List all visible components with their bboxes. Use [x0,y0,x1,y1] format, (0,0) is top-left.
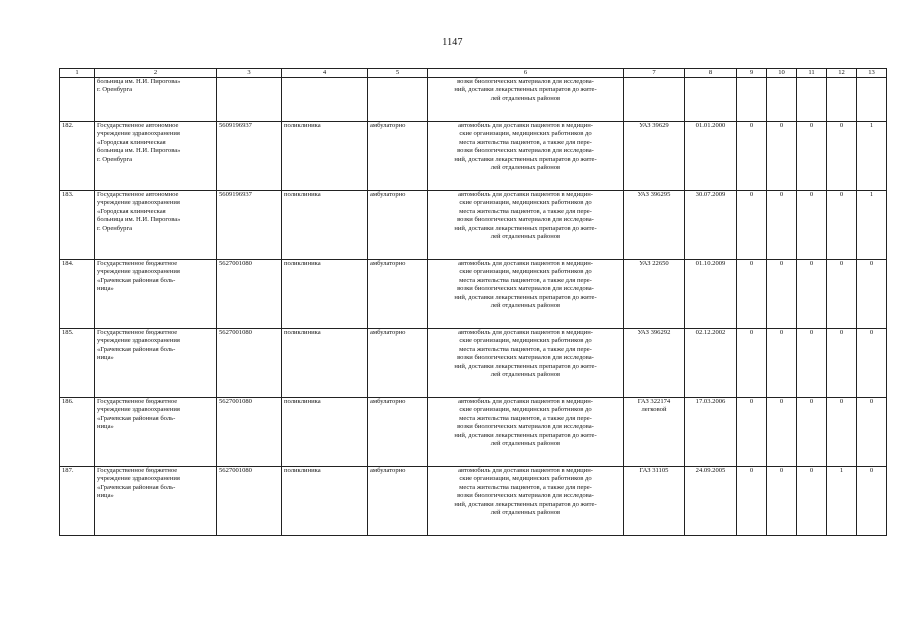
text-line: Государственное бюджетное [97,398,178,405]
inn-cell: 5609196937 [217,122,282,191]
text-line: ний, доставки лекарственных препаратов до жите- [454,362,597,370]
inn-cell [217,78,282,122]
column-number-row [60,69,887,78]
vehicle-purpose-cell [428,122,624,191]
flag-cell: 0 [797,398,827,467]
text-line: лей отдаленных районов [490,371,561,379]
text-line: «Грачевская районная боль- [97,276,176,284]
subdivision-type-cell: поликлиника [282,122,368,191]
column-number-header: 13 [857,69,887,78]
text-line: возки биологических материалов для исследова- [457,423,594,431]
row-number-cell: 186. [60,398,95,467]
column-number-header: 5 [368,69,428,78]
text-line: УАЗ 39629 [639,122,669,129]
flag-cell: 0 [857,329,887,398]
flag-cell: 0 [737,467,767,536]
flag-cell: 0 [767,260,797,329]
flag-cell [827,78,857,122]
text-line: ские организации, медицинских работников до [459,130,592,138]
text-line: возки биологических материалов для исследова- [457,285,594,293]
vehicle-model-cell [624,398,685,467]
subdivision-type-cell: поликлиника [282,398,368,467]
table-row [60,78,887,122]
text-line: «Грачевская районная боль- [97,345,176,353]
organization-name-cell [95,122,217,191]
vehicle-purpose-cell [428,329,624,398]
flag-cell [797,78,827,122]
flag-cell: 0 [737,398,767,467]
column-number-header: 8 [685,69,737,78]
row-number-cell: 185. [60,329,95,398]
text-line: УАЗ 396295 [637,191,671,198]
vehicle-date-cell: 30.07.2009 [685,191,737,260]
vehicle-date-cell: 24.09.2005 [685,467,737,536]
flag-cell: 0 [767,122,797,191]
flag-cell: 0 [797,260,827,329]
row-number-cell: 184. [60,260,95,329]
table-row [60,260,887,329]
flag-cell: 1 [857,122,887,191]
text-line: ний, доставки лекарственных препаратов до жите- [454,293,597,301]
text-line: ГАЗ 322174 [637,398,671,405]
text-line: ские организации, медицинских работников до [459,268,592,276]
vehicle-model-cell [624,191,685,260]
organization-name-cell [95,78,217,122]
vehicle-purpose-cell [428,191,624,260]
text-line: возки биологических материалов для исследова- [457,78,594,85]
flag-cell: 1 [857,191,887,260]
flag-cell: 0 [797,329,827,398]
text-line: автомобиль для доставки пациентов в медицин- [458,398,593,405]
flag-cell: 0 [827,329,857,398]
subdivision-type-cell [282,78,368,122]
text-line: учреждение здравоохранения [97,268,180,276]
text-line: ний, доставки лекарственных препаратов до жите- [454,500,597,508]
flag-cell: 0 [767,329,797,398]
text-line: автомобиль для доставки пациентов в медицин- [458,329,593,336]
table-row [60,398,887,467]
vehicle-purpose-cell [428,78,624,122]
text-line: учреждение здравоохранения [97,130,180,138]
vehicle-model-cell [624,260,685,329]
text-line: места жительства пациентов, а также для пере- [459,345,592,353]
flag-cell: 0 [827,398,857,467]
text-line: лей отдаленных районов [490,440,561,448]
row-number-cell [60,78,95,122]
flag-cell: 0 [827,191,857,260]
column-number-header: 1 [60,69,95,78]
text-line: учреждение здравоохранения [97,337,180,345]
text-line: «Грачевская районная боль- [97,483,176,491]
care-conditions-cell: амбулаторно [368,191,428,260]
text-line: Государственное бюджетное [97,467,178,474]
text-line: УАЗ 396292 [637,329,671,336]
vehicle-purpose-cell [428,260,624,329]
column-number-header: 10 [767,69,797,78]
text-line: «Городская клиническая [97,138,166,146]
text-line: ний, доставки лекарственных препаратов до жите- [454,431,597,439]
column-number-header: 7 [624,69,685,78]
flag-cell: 0 [767,398,797,467]
column-number-header: 11 [797,69,827,78]
text-line: возки биологических материалов для исследова- [457,216,594,224]
organization-name-cell [95,398,217,467]
text-line: места жительства пациентов, а также для пере- [459,483,592,491]
text-line: ний, доставки лекарственных препаратов до жите- [454,224,597,232]
subdivision-type-cell: поликлиника [282,329,368,398]
flag-cell: 0 [857,467,887,536]
vehicle-purpose-cell [428,467,624,536]
vehicle-date-cell: 02.12.2002 [685,329,737,398]
flag-cell: 0 [737,260,767,329]
text-line: «Городская клиническая [97,207,166,215]
vehicle-register-table [59,68,887,536]
flag-cell: 1 [827,467,857,536]
text-line: возки биологических материалов для исследова- [457,492,594,500]
vehicle-date-cell: 17.03.2006 [685,398,737,467]
text-line: ница» [97,423,114,431]
column-number-header: 2 [95,69,217,78]
row-number-cell: 183. [60,191,95,260]
text-line: ские организации, медицинских работников до [459,406,592,414]
column-number-header: 9 [737,69,767,78]
care-conditions-cell: амбулаторно [368,398,428,467]
flag-cell: 0 [857,398,887,467]
table-row [60,467,887,536]
text-line: больница им. Н.И. Пирогова» [97,216,181,224]
row-number-cell: 182. [60,122,95,191]
care-conditions-cell: амбулаторно [368,122,428,191]
subdivision-type-cell: поликлиника [282,191,368,260]
flag-cell: 0 [797,191,827,260]
text-line: лей отдаленных районов [490,509,561,517]
text-line: учреждение здравоохранения [97,199,180,207]
text-line: г. Оренбурга [97,86,133,94]
text-line: учреждение здравоохранения [97,406,180,414]
text-line: Государственное автономное [97,191,179,198]
text-line: возки биологических материалов для исследова- [457,147,594,155]
care-conditions-cell [368,78,428,122]
inn-cell: 5627001080 [217,467,282,536]
text-line: г. Оренбурга [97,224,133,232]
text-line: места жительства пациентов, а также для пере- [459,138,592,146]
flag-cell [767,78,797,122]
subdivision-type-cell: поликлиника [282,260,368,329]
text-line: места жительства пациентов, а также для пере- [459,276,592,284]
text-line: автомобиль для доставки пациентов в медицин- [458,191,593,198]
flag-cell: 0 [767,467,797,536]
text-line: автомобиль для доставки пациентов в медицин- [458,122,593,129]
flag-cell [857,78,887,122]
text-line: ГАЗ 31105 [639,467,669,474]
organization-name-cell [95,260,217,329]
text-line: лей отдаленных районов [490,94,561,102]
vehicle-model-cell [624,122,685,191]
column-number-header: 12 [827,69,857,78]
table-row [60,122,887,191]
flag-cell: 0 [737,329,767,398]
text-line: «Грачевская районная боль- [97,414,176,422]
column-number-header: 3 [217,69,282,78]
vehicle-date-cell: 01.01.2000 [685,122,737,191]
text-line: больница им. Н.И. Пирогова» [97,147,181,155]
care-conditions-cell: амбулаторно [368,467,428,536]
column-number-header: 6 [428,69,624,78]
text-line: ница» [97,492,114,500]
organization-name-cell [95,467,217,536]
table-body [60,78,887,536]
flag-cell: 0 [857,260,887,329]
flag-cell: 0 [767,191,797,260]
text-line: места жительства пациентов, а также для пере- [459,207,592,215]
vehicle-model-cell [624,78,685,122]
text-line: г. Оренбурга [97,155,133,163]
page-number: 1147 [442,37,463,48]
vehicle-model-cell [624,329,685,398]
text-line: ний, доставки лекарственных препаратов до жите- [454,86,597,94]
organization-name-cell [95,191,217,260]
text-line: ница» [97,354,114,362]
text-line: учреждение здравоохранения [97,475,180,483]
flag-cell: 0 [827,260,857,329]
flag-cell [737,78,767,122]
text-line: ские организации, медицинских работников до [459,199,592,207]
text-line: ские организации, медицинских работников до [459,337,592,345]
inn-cell: 5609196937 [217,191,282,260]
vehicle-purpose-cell [428,398,624,467]
care-conditions-cell: амбулаторно [368,260,428,329]
text-line: места жительства пациентов, а также для пере- [459,414,592,422]
text-line: лей отдаленных районов [490,302,561,310]
text-line: ний, доставки лекарственных препаратов до жите- [454,155,597,163]
subdivision-type-cell: поликлиника [282,467,368,536]
text-line: ские организации, медицинских работников до [459,475,592,483]
text-line: ница» [97,285,114,293]
inn-cell: 5627001080 [217,260,282,329]
text-line: Государственное бюджетное [97,329,178,336]
vehicle-date-cell: 01.10.2009 [685,260,737,329]
vehicle-date-cell [685,78,737,122]
flag-cell: 0 [797,467,827,536]
organization-name-cell [95,329,217,398]
text-line: автомобиль для доставки пациентов в медицин- [458,260,593,267]
text-line: лей отдаленных районов [490,164,561,172]
flag-cell: 0 [737,122,767,191]
text-line: Государственное бюджетное [97,260,178,267]
flag-cell: 0 [827,122,857,191]
text-line: УАЗ 22650 [639,260,669,267]
text-line: легковой [641,406,667,414]
flag-cell: 0 [797,122,827,191]
table-row [60,191,887,260]
inn-cell: 5627001080 [217,398,282,467]
column-number-header: 4 [282,69,368,78]
text-line: лей отдаленных районов [490,233,561,241]
table-row [60,329,887,398]
care-conditions-cell: амбулаторно [368,329,428,398]
text-line: возки биологических материалов для исследова- [457,354,594,362]
text-line: больница им. Н.И. Пирогова» [97,78,181,85]
text-line: Государственное автономное [97,122,179,129]
vehicle-model-cell [624,467,685,536]
inn-cell: 5627001080 [217,329,282,398]
text-line: автомобиль для доставки пациентов в медицин- [458,467,593,474]
row-number-cell: 187. [60,467,95,536]
flag-cell: 0 [737,191,767,260]
